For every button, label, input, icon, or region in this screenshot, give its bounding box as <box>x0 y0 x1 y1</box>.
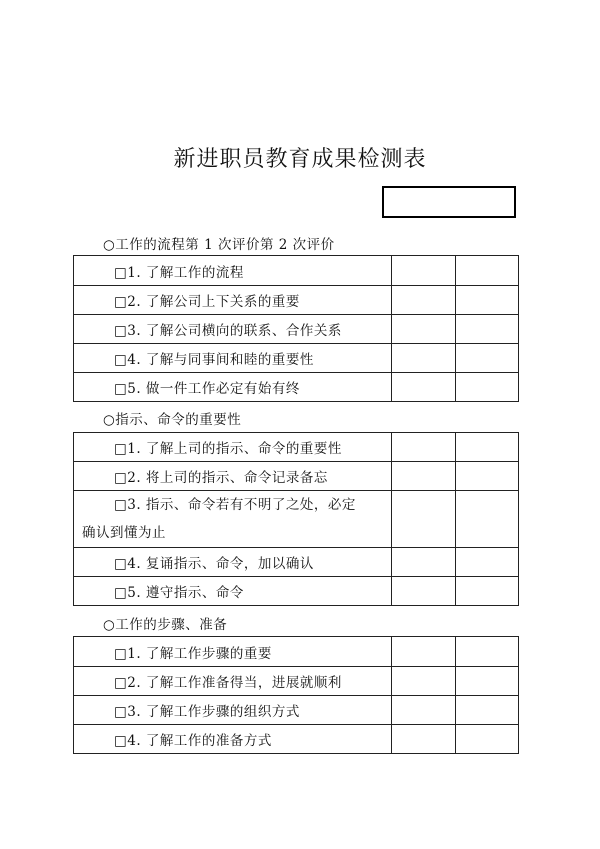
first-eval-cell[interactable] <box>392 577 456 606</box>
table-workflow <box>73 255 519 402</box>
section-heading-workflow: ○工作的流程第 1 次评价第 2 次评价 <box>103 237 335 253</box>
second-eval-cell[interactable] <box>456 373 519 402</box>
table-steps <box>73 636 519 754</box>
first-eval-cell[interactable] <box>392 315 456 344</box>
second-eval-cell[interactable] <box>456 462 519 491</box>
table-row <box>74 256 519 286</box>
second-eval-cell[interactable] <box>456 256 519 286</box>
checklist-item: □5. 遵守指示、命令 <box>74 577 392 606</box>
checklist-item: □4. 了解工作的准备方式 <box>74 725 392 754</box>
second-eval-cell[interactable] <box>456 548 519 577</box>
second-eval-cell[interactable] <box>456 344 519 373</box>
checklist-item: □4. 了解与同事间和睦的重要性 <box>74 344 392 373</box>
first-eval-cell[interactable] <box>392 433 456 462</box>
first-eval-cell[interactable] <box>392 462 456 491</box>
second-eval-cell[interactable] <box>456 667 519 696</box>
table-row <box>74 696 519 725</box>
table-row <box>74 725 519 754</box>
first-eval-cell[interactable] <box>392 286 456 315</box>
table-row <box>74 315 519 344</box>
first-eval-cell[interactable] <box>392 491 456 548</box>
checklist-item: □2. 了解工作准备得当，进展就顺利 <box>74 667 392 696</box>
table-row <box>74 433 519 462</box>
second-eval-cell[interactable] <box>456 433 519 462</box>
second-eval-cell[interactable] <box>456 577 519 606</box>
checklist-item-line1: □3. 指示、命令若有不明了之处，必定 <box>114 497 356 513</box>
table-row <box>74 344 519 373</box>
table-row <box>74 286 519 315</box>
section-heading-instructions: ○指示、命令的重要性 <box>103 412 242 428</box>
first-eval-cell[interactable] <box>392 696 456 725</box>
table-row <box>74 491 519 548</box>
checklist-item: □2. 将上司的指示、命令记录备忘 <box>74 462 392 491</box>
second-eval-cell[interactable] <box>456 491 519 548</box>
checklist-item: □2. 了解公司上下关系的重要 <box>74 286 392 315</box>
table-row <box>74 637 519 667</box>
checklist-item: □3. 了解公司横向的联系、合作关系 <box>74 315 392 344</box>
table-row <box>74 373 519 402</box>
page-title: 新进职员教育成果检测表 <box>173 147 427 172</box>
checklist-item: □5. 做一件工作必定有始有终 <box>74 373 392 402</box>
second-eval-cell[interactable] <box>456 315 519 344</box>
table-row <box>74 667 519 696</box>
first-eval-cell[interactable] <box>392 373 456 402</box>
checklist-item: □1. 了解工作的流程 <box>74 256 392 286</box>
checklist-item-line2: 确认到懂为止 <box>82 525 166 541</box>
score-box[interactable] <box>382 186 516 218</box>
first-eval-cell[interactable] <box>392 548 456 577</box>
checklist-item: □1. 了解上司的指示、命令的重要性 <box>74 433 392 462</box>
table-row <box>74 577 519 606</box>
section-heading-steps: ○工作的步骤、准备 <box>103 617 228 633</box>
second-eval-cell[interactable] <box>456 637 519 667</box>
table-row <box>74 548 519 577</box>
table-row <box>74 462 519 491</box>
table-instructions <box>73 432 519 606</box>
checklist-item: □1. 了解工作步骤的重要 <box>74 637 392 667</box>
first-eval-cell[interactable] <box>392 667 456 696</box>
second-eval-cell[interactable] <box>456 286 519 315</box>
checklist-item <box>74 491 392 548</box>
checklist-item: □3. 了解工作步骤的组织方式 <box>74 696 392 725</box>
second-eval-cell[interactable] <box>456 725 519 754</box>
first-eval-cell[interactable] <box>392 725 456 754</box>
first-eval-cell[interactable] <box>392 637 456 667</box>
checklist-item: □4. 复诵指示、命令，加以确认 <box>74 548 392 577</box>
first-eval-cell[interactable] <box>392 344 456 373</box>
second-eval-cell[interactable] <box>456 696 519 725</box>
first-eval-cell[interactable] <box>392 256 456 286</box>
